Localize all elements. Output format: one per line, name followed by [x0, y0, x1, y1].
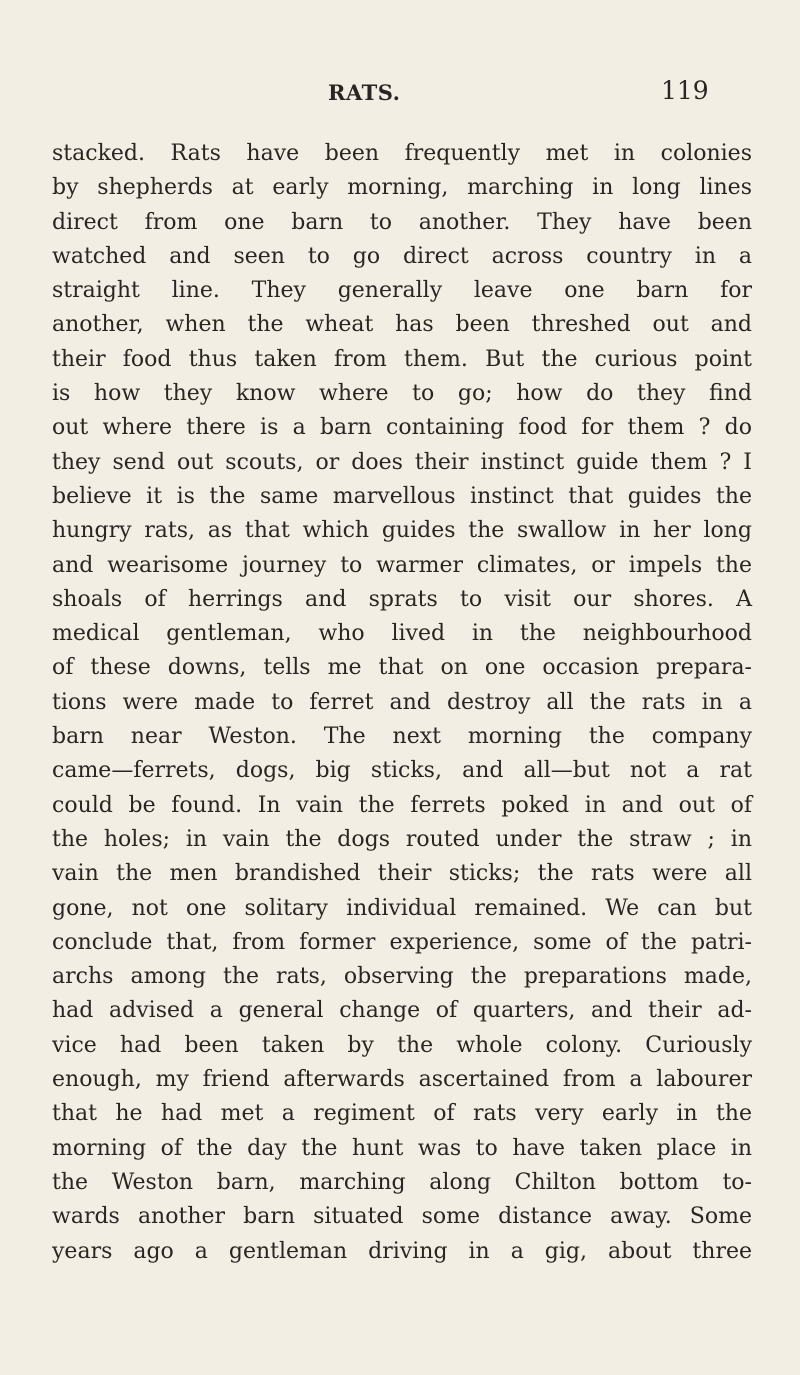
text-line: their food thus taken from them. But the curious point	[52, 346, 752, 372]
running-head	[0, 76, 800, 116]
text-line: could be found. In vain the ferrets poked in and out of	[52, 792, 752, 818]
running-title: RATS.	[328, 80, 401, 105]
page-number: 119	[661, 76, 709, 105]
text-line: stacked. Rats have been frequently met in colonies	[52, 141, 752, 166]
text-line: vice had been taken by the whole colony. Curiously	[52, 1032, 752, 1058]
text-line: vain the men brandished their sticks; the rats were all	[52, 861, 752, 887]
text-line: straight line. They generally leave one barn for	[52, 278, 752, 304]
text-line: gone, not one solitary individual remained. We can but	[52, 895, 752, 921]
text-line: and wearisome journey to warmer climates, or impels the	[52, 552, 752, 578]
text-line: years ago a gentleman driving in a gig, about three	[52, 1238, 752, 1264]
text-line: conclude that, from former experience, some of the patri-	[52, 929, 752, 955]
text-line: hungry rats, as that which guides the swallow in her long	[52, 518, 752, 544]
text-line: had advised a general change of quarters, and their ad-	[52, 998, 752, 1024]
text-line: shoals of herrings and sprats to visit our shores. A	[52, 586, 752, 612]
text-line: by shepherds at early morning, marching in long lines	[52, 175, 752, 201]
text-line: believe it is the same marvellous instinct that guides the	[52, 483, 752, 509]
text-line: the holes; in vain the dogs routed under the straw ; in	[52, 826, 752, 852]
text-line: that he had met a regiment of rats very early in the	[52, 1101, 752, 1127]
text-line: of these downs, tells me that on one occasion prepara-	[52, 655, 752, 681]
text-line: another, when the wheat has been threshed out and	[52, 312, 752, 338]
text-line: is how they know where to go; how do they find	[52, 381, 752, 407]
text-line: they send out scouts, or does their instinct guide them ? I	[52, 449, 752, 475]
text-line: the Weston barn, marching along Chilton bottom to-	[52, 1169, 752, 1195]
body-text	[52, 137, 752, 1269]
text-line: morning of the day the hunt was to have taken place in	[52, 1135, 752, 1161]
text-line: archs among the rats, observing the preparations made,	[52, 964, 752, 990]
text-line: out where there is a barn containing food for them ? do	[52, 415, 752, 441]
text-line: barn near Weston. The next morning the company	[52, 724, 752, 750]
text-line: watched and seen to go direct across country in a	[52, 243, 752, 269]
text-line: direct from one barn to another. They have been	[52, 209, 752, 235]
text-line: medical gentleman, who lived in the neighbourhood	[52, 621, 752, 647]
text-line: wards another barn situated some distance away. Some	[52, 1204, 752, 1230]
text-line: tions were made to ferret and destroy all the rats in a	[52, 689, 752, 715]
text-line: came—ferrets, dogs, big sticks, and all—but not a rat	[52, 758, 752, 784]
text-line: enough, my friend afterwards ascertained from a labourer	[52, 1067, 752, 1093]
